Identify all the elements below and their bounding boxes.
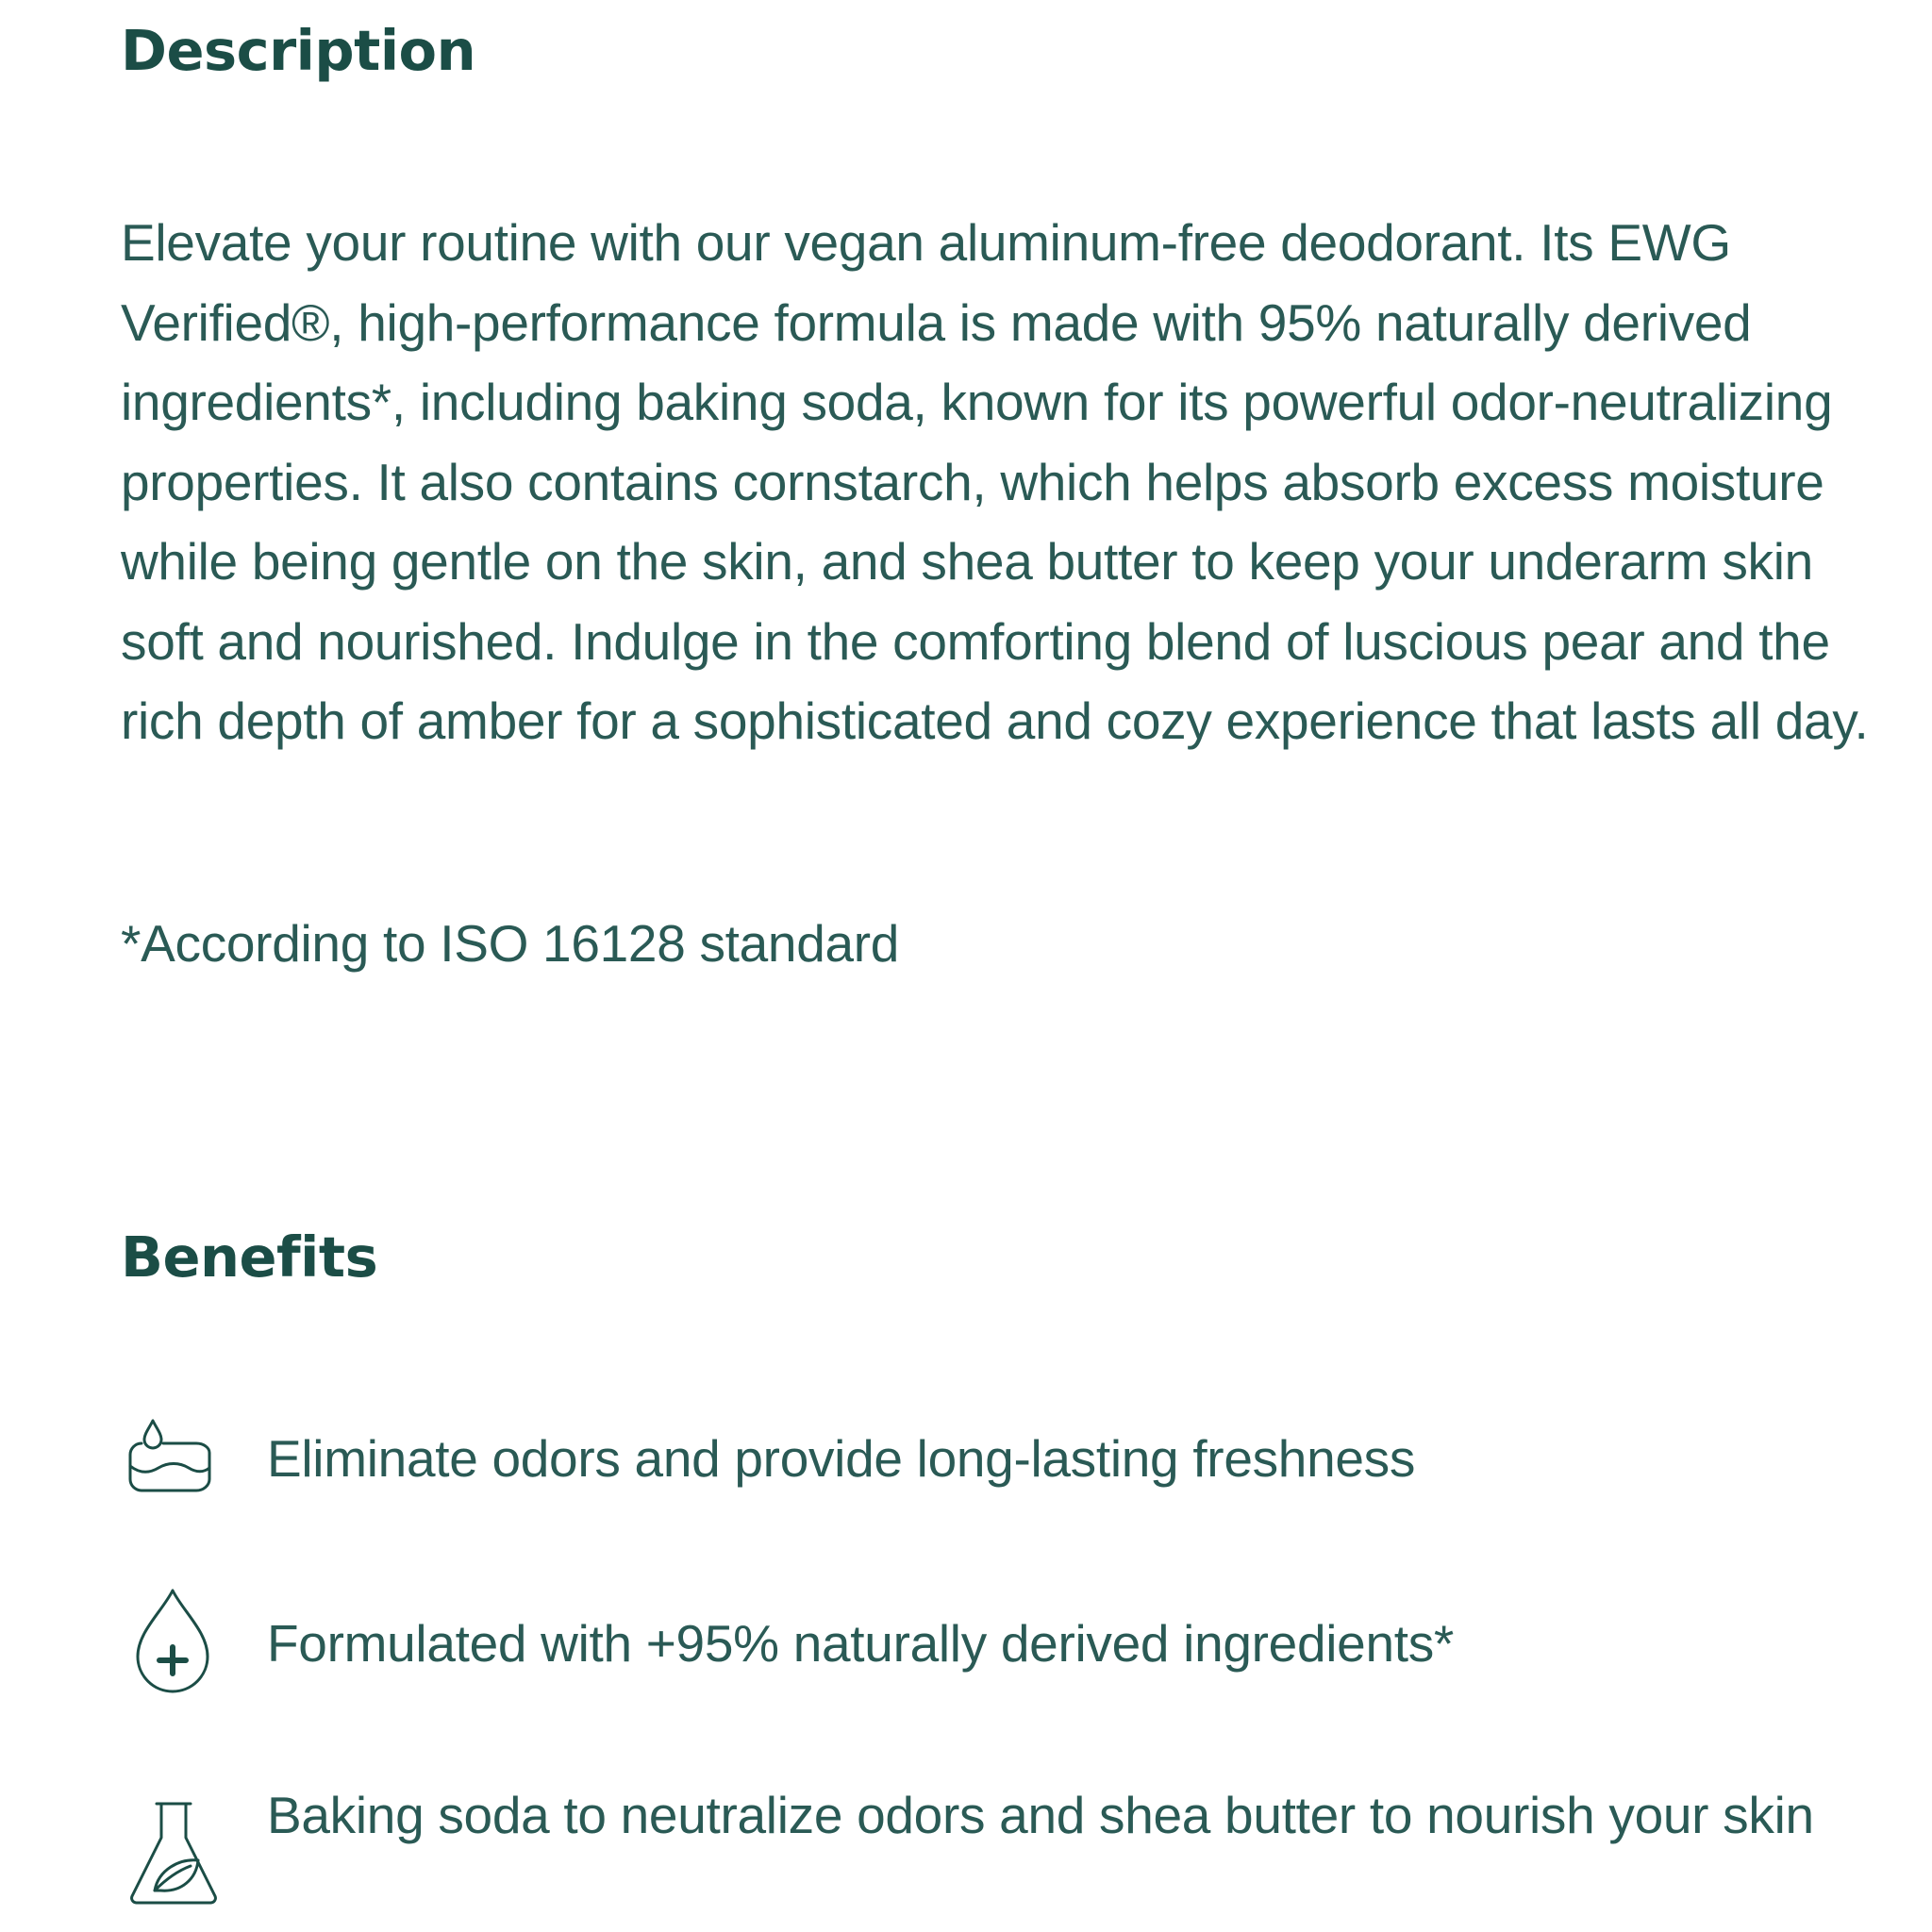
description-footnote: *According to ISO 16128 standard: [121, 914, 900, 973]
description-heading: Description: [121, 18, 476, 83]
droplet-plus-icon: [121, 1583, 225, 1696]
flask-leaf-icon: [121, 1796, 225, 1909]
benefit-text: Formulated with +95% naturally derived ingredients*: [267, 1614, 1455, 1673]
description-body: Elevate your routine with our vegan aluminum-free deodorant. Its EWG Verified®, high-performance formula is made with 95% naturally derived ingredients*, including baking soda, known for its powerful odor-neutralizing properties. It also contains cornstarch, which helps absorb excess moisture while being gentle on the skin, and shea butter to keep your underarm skin soft and nourished. Indulge in the comforting blend of luscious pear and the rich depth of amber for a sophisticated and cozy experience that lasts all day.: [121, 213, 1869, 750]
benefit-text: Eliminate odors and provide long-lasting freshness: [267, 1429, 1416, 1488]
benefits-heading: Benefits: [121, 1224, 378, 1290]
benefit-text: Baking soda to neutralize odors and shea butter to nourish your skin: [267, 1786, 1814, 1844]
soap-bar-icon: [121, 1411, 225, 1524]
